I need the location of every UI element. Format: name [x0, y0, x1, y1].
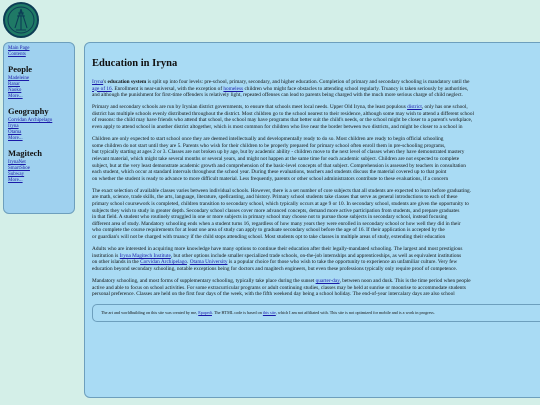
article-paragraph: [92, 136, 540, 182]
text-run: The art and worldbuilding on this site was created by me,: [101, 309, 199, 315]
text-run: The exact selection of available classes varies between individual schools. However, there is a set number of core subjects that all students are expected to learn before graduating.: [92, 187, 471, 194]
sidebar-group-magitech: [8, 148, 70, 184]
article-paragraph: [92, 188, 540, 241]
article-paragraph: [92, 246, 540, 272]
link-homeless[interactable]: homeless: [223, 85, 244, 92]
sidebar-group-geography: [8, 106, 70, 142]
text-run: on other islands in the: [92, 259, 141, 266]
text-run: or guardian's will not be charged with truancy if the child stops attending school. Most students opt to take classes in multiple areas of study, extending their education: [92, 233, 446, 240]
link-otama-university[interactable]: Otama University: [189, 259, 228, 266]
text-run: subject, but at the very least demonstrate academic growth and comprehension of the basic-level concepts of that subject. Comprehension is assessed by teachers in consultation: [92, 162, 466, 169]
site-logo[interactable]: [3, 2, 39, 38]
text-run: active and able to focus on school activities. For some extracurricular programs or adult continuing studies, classes may be held at sunrise or moonrise to accommodate students: [92, 284, 466, 291]
sidebar-heading-people: People: [8, 64, 33, 74]
sidebar-nav: [8, 46, 70, 58]
sidebar-link-irynanet[interactable]: IrynaNet: [8, 160, 26, 165]
text-run: different area of study. Mandatory schooling ends when a student turns 16, regardless of how many years they were enrolled in secondary school or how well they did in their: [92, 220, 461, 227]
article-paragraph: [92, 104, 540, 130]
text-run: who complete the course requirements for at least one area of study can apply to graduate secondary school before the age of 16. If their application is accepted by the: [92, 227, 445, 234]
text-run: , only has one school,: [421, 104, 468, 111]
text-run: , which I am not affiliated with. This site is not optimized for mobile and is a work in progress.: [275, 309, 435, 315]
text-run: and although the punishment for first-time offenders is relatively light, repeated offenses can lead to parents being charged with the much more serious charge of child neglect.: [92, 92, 463, 99]
text-run: are math, science, trade skills, the arts, language, literature, spellcasting, and history. Primary school students take classes that serve as general introductions to each of these: [92, 194, 458, 201]
text-run: even apply to attend school in another district altogether, which is most common for children who live near the border between two districts, and might be closer to a school in: [92, 124, 463, 131]
sidebar-heading-geography: Geography: [8, 106, 49, 116]
text-run: primary school coursework is completed, children transition to secondary school, which typically occurs at age 9 or 10. In secondary school, students are given the opportunity to: [92, 201, 469, 207]
sidebar-link-people-more[interactable]: More...: [8, 94, 23, 99]
text-run: on whether the student is ready to advance to more difficult material. Less frequently, parents or other school administrators contribute to these evaluations, if a concern: [92, 175, 449, 182]
article-paragraph: [92, 278, 540, 298]
link-epapedi[interactable]: Epapedi: [198, 309, 212, 315]
text-run: district has multiple schools evenly distributed throughout the district. Most children go to the school nearest to their residence, although some may wish to attend a different school: [92, 110, 474, 117]
link-quarter-day[interactable]: quarter-day: [315, 277, 340, 284]
sidebar-link-contents[interactable]: Contents: [8, 52, 26, 57]
text-run: relevant material, which might take several months or several years, and might not happen at the same time for each academic subject. Children are not expected to complete: [92, 155, 460, 162]
text-run: Adults who are interested in acquiring more knowledge have many options to continue their education after their legally-mandated schooling. The largest and most prestigious: [92, 246, 463, 253]
page-title: Education in Iryna: [92, 58, 178, 69]
text-run: Children are only expected to start school once they are deemed intellectually and developmentally ready to do so. Most children are ready to begin official schooling: [92, 136, 444, 143]
site-footer: [92, 304, 540, 322]
sidebar-link-corvidan-archipelago[interactable]: Corvidan Archipelago: [8, 118, 53, 123]
text-run: children who might face obstacles to attending school regularly. Truancy is taken seriously by authorities,: [243, 85, 469, 92]
sidebar: [3, 42, 75, 214]
text-run: is split up into four levels: pre-school, primary, secondary, and higher education. Completion of primary and secondary schooling is mandatory until the: [146, 79, 470, 85]
sidebar-link-subway[interactable]: Subway: [8, 172, 25, 177]
text-run: some children do not start until they are 5. Parents who wish for their children to be properly prepared for primary school often enroll them in pre-schooling programs,: [92, 142, 446, 149]
text-run: .: [187, 259, 190, 266]
text-run: . Enrollment is near-universal, with the exception of: [111, 85, 224, 92]
link-iryna-magitech-institute[interactable]: Iryna Magitech Institute: [119, 252, 171, 259]
sidebar-link-naoko[interactable]: Naoko: [8, 88, 22, 93]
link-this-site[interactable]: this site: [262, 309, 276, 315]
text-run: , between noon and dusk. This is the time period when people: [339, 277, 471, 284]
sidebar-heading-magitech: Magitech: [8, 148, 42, 158]
sidebar-group-people: [8, 64, 70, 100]
bold-term: education system: [107, 79, 147, 85]
sidebar-link-main-page[interactable]: Main Page: [8, 46, 30, 51]
link-age-of-16[interactable]: age of 16: [92, 85, 112, 92]
link-iryna[interactable]: Iryna: [92, 79, 104, 85]
sidebar-link-magitech-more[interactable]: More...: [8, 178, 23, 183]
text-run: of reasons: the child may have friends who attend that school, the school may have programs that better suit the child's needs, or the school might be closer to a parent's workplace,: [92, 117, 473, 124]
text-run: , but other options include smaller specialized trade schools, on-the-job internships and apprenticeships, as well as equivalent institutions: [170, 252, 462, 259]
text-run: each student, which occur at standard intervals throughout the school year. During these evaluations, teachers and students discuss the material covered up to that point: [92, 169, 447, 176]
text-run: but typically starting at ages 2 or 3. Classes are not broken up by age, but by academic ability - children move to the next level of classes when they have demonstrated mastery: [92, 149, 465, 156]
text-run: subjects they wish to study in greater depth. Secondary school classes cover more advanced concepts, demand more active participation from students, and prepare graduates: [92, 207, 460, 214]
article-paragraph: [92, 79, 540, 99]
text-run: in that field. A student who routinely struggled in one or more subjects in primary school may choose not to pursue those subjects in secondary school, instead focusing: [92, 214, 448, 221]
sidebar-link-smartshoe[interactable]: SmartShoe: [8, 166, 30, 171]
sidebar-link-ranar[interactable]: Ranar: [8, 82, 20, 87]
text-run: is a popular choice for those who wish to take the opportunity to experience an unfamiliar culture. Very few: [227, 259, 458, 266]
text-run: 's: [103, 79, 108, 85]
article-panel: [84, 42, 540, 398]
tower-emblem-icon: [5, 4, 37, 36]
text-run: . The HTML code is based on: [211, 309, 263, 315]
link-corvidan-archipelago[interactable]: Corvidan Archipelago: [140, 259, 188, 266]
text-run: Mandatory schooling, and most forms of supplementary schooling, typically take place during the sunset: [92, 277, 316, 284]
sidebar-link-madeleine[interactable]: Madeleine: [8, 76, 30, 81]
sidebar-link-otama[interactable]: Otama: [8, 130, 22, 135]
article-body: [92, 79, 540, 298]
text-run: institution is: [92, 252, 120, 259]
sidebar-link-iryna[interactable]: Iryna: [8, 124, 19, 129]
sidebar-link-geography-more[interactable]: More...: [8, 136, 23, 141]
link-district[interactable]: district: [407, 104, 422, 111]
text-run: Primary and secondary schools are run by Irynian district governments, to ensure that schools meet local needs. Upper Old Iryna, the least populous: [92, 104, 408, 111]
text-run: personal preference. Classes are held on the first four days of the week, with the fifth weekend day being a school holiday. The end-of-year intercalary days are also school: [92, 291, 455, 298]
text-run: education beyond secondary schooling, notable exceptions being for doctors and magitech engineers, but even these professions typically only require proof of competence.: [92, 265, 458, 272]
